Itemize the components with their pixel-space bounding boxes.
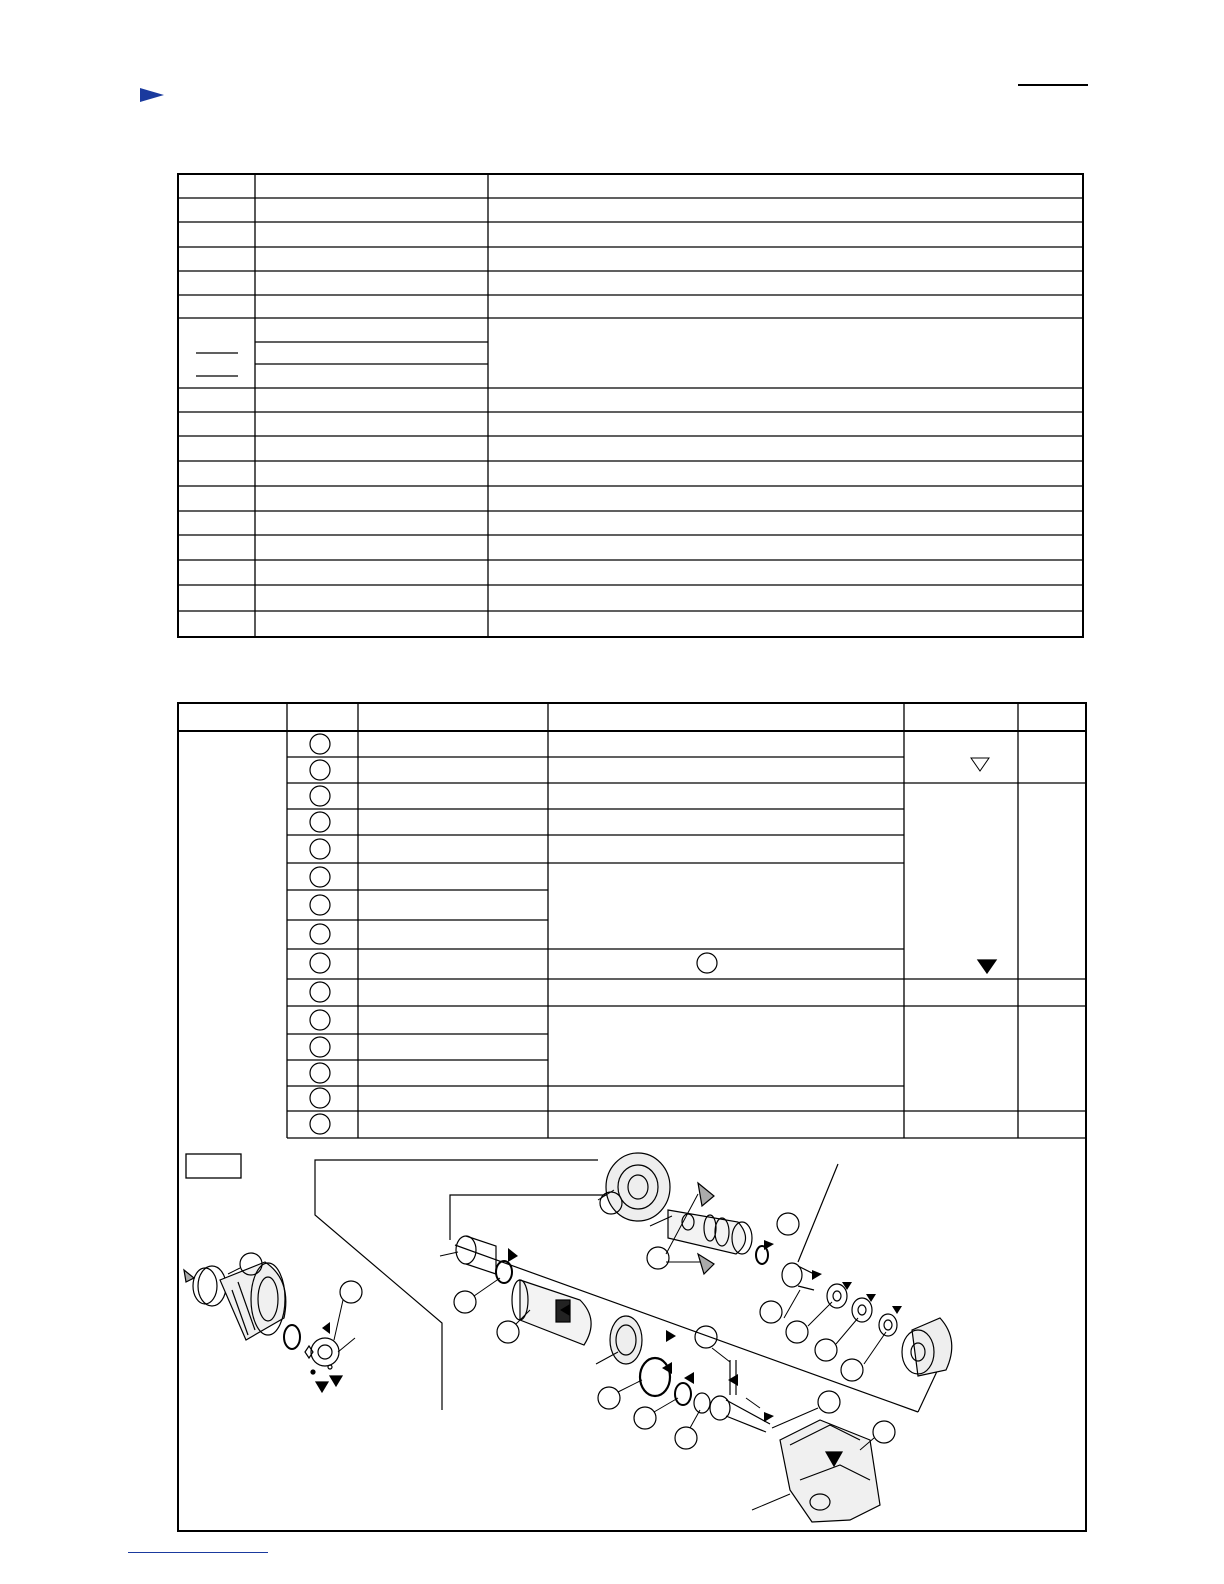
arrow-mark-icon <box>330 1376 342 1386</box>
sleeve-part <box>902 1318 952 1376</box>
drum-part <box>606 1153 670 1221</box>
washer-set <box>827 1284 897 1336</box>
small-ball <box>328 1365 332 1369</box>
filled-triangle-icon <box>978 960 996 973</box>
cylinder-ring <box>610 1316 642 1364</box>
exploded-diagram <box>184 1153 952 1522</box>
small-ball <box>311 1370 315 1374</box>
pin-part <box>782 1263 814 1290</box>
table-1-row-lines <box>178 198 1083 611</box>
cone-housing <box>220 1262 286 1340</box>
crank-housing <box>780 1420 880 1522</box>
table-2-border <box>178 703 1086 1531</box>
table-1-border <box>178 174 1083 637</box>
hollow-triangle-icon <box>971 758 989 771</box>
tool-holder-part <box>456 1236 496 1274</box>
washer <box>694 1393 710 1413</box>
table-2 <box>178 703 1086 1531</box>
o-ring <box>675 1383 691 1405</box>
o-ring <box>284 1325 300 1349</box>
gear-ring <box>305 1338 339 1366</box>
piston-part <box>710 1360 770 1432</box>
figure-label-box <box>186 1154 241 1178</box>
arrow-mark-icon <box>316 1382 328 1392</box>
guide-line <box>315 1160 598 1410</box>
shaft-part <box>668 1210 752 1254</box>
guide-line <box>798 1164 838 1262</box>
o-ring <box>756 1246 768 1264</box>
front-cap <box>184 1266 226 1306</box>
table-1 <box>178 174 1083 637</box>
o-ring <box>640 1358 670 1396</box>
table-2-row-lines <box>287 757 1086 1111</box>
claw-part <box>698 1254 714 1274</box>
row-number-circles <box>310 734 717 1134</box>
claw-part <box>698 1183 714 1206</box>
